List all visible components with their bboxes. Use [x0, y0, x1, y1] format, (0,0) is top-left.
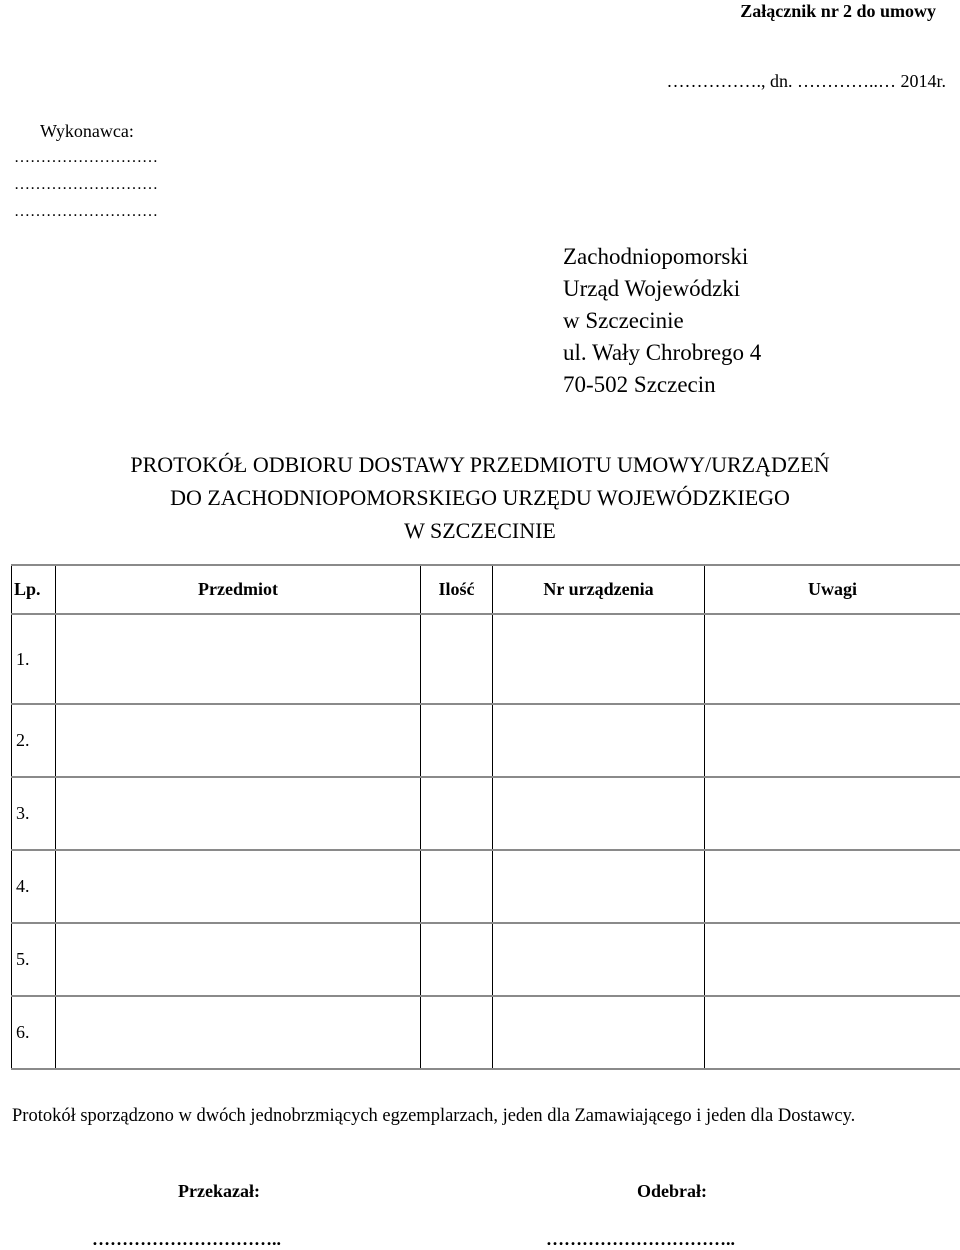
cell-item[interactable]	[56, 777, 421, 850]
cell-device-number[interactable]	[493, 850, 705, 923]
cell-quantity[interactable]	[421, 996, 493, 1069]
cell-lp: 3.	[12, 777, 56, 850]
table-row	[12, 704, 960, 777]
cell-lp: 6.	[12, 996, 56, 1069]
delivery-table	[11, 564, 960, 1070]
contractor-label: Wykonawca:	[40, 121, 134, 141]
recipient-address	[563, 241, 761, 401]
cell-notes[interactable]	[705, 777, 960, 850]
signature-line-received: …………………………..	[546, 1229, 735, 1249]
annex-label: Załącznik nr 2 do umowy	[740, 1, 936, 21]
cell-quantity[interactable]	[421, 704, 493, 777]
cell-device-number[interactable]	[493, 996, 705, 1069]
cell-item[interactable]	[56, 923, 421, 996]
cell-item[interactable]	[56, 850, 421, 923]
signature-line-handed-over: …………………………..	[92, 1229, 281, 1249]
table-row	[12, 923, 960, 996]
received-label: Odebrał:	[637, 1181, 707, 1201]
title-line: W SZCZECINIE	[404, 518, 556, 543]
cell-lp: 2.	[12, 704, 56, 777]
cell-device-number[interactable]	[493, 704, 705, 777]
cell-lp: 1.	[12, 614, 56, 704]
header-notes: Uwagi	[705, 565, 960, 614]
header-quantity: Ilość	[421, 565, 493, 614]
cell-device-number[interactable]	[493, 923, 705, 996]
recipient-line: ul. Wały Chrobrego 4	[563, 340, 762, 365]
title-line: PROTOKÓŁ ODBIORU DOSTAWY PRZEDMIOTU UMOWY/URZĄDZEŃ	[130, 452, 830, 477]
table-header-row	[12, 565, 960, 614]
cell-item[interactable]	[56, 996, 421, 1069]
contractor-line: ………………………	[14, 149, 158, 166]
cell-item[interactable]	[56, 704, 421, 777]
cell-notes[interactable]	[705, 704, 960, 777]
cell-device-number[interactable]	[493, 614, 705, 704]
table-row	[12, 777, 960, 850]
cell-quantity[interactable]	[421, 777, 493, 850]
handed-over-label: Przekazał:	[178, 1181, 260, 1201]
date-line: ……………., dn. …………..… 2014r.	[666, 71, 946, 91]
cell-notes[interactable]	[705, 614, 960, 704]
cell-item[interactable]	[56, 614, 421, 704]
header-item: Przedmiot	[56, 565, 421, 614]
cell-quantity[interactable]	[421, 923, 493, 996]
title-line: DO ZACHODNIOPOMORSKIEGO URZĘDU WOJEWÓDZKIEGO	[170, 485, 790, 510]
recipient-line: 70-502 Szczecin	[563, 372, 716, 397]
recipient-line: Urząd Wojewódzki	[563, 276, 741, 301]
cell-quantity[interactable]	[421, 614, 493, 704]
document-title	[0, 448, 960, 547]
cell-lp: 4.	[12, 850, 56, 923]
recipient-line: w Szczecinie	[563, 308, 684, 333]
contractor-fields	[14, 144, 158, 225]
protocol-note: Protokół sporządzono w dwóch jednobrzmiących egzemplarzach, jeden dla Zamawiającego i jeden dla Dostawcy.	[12, 1106, 856, 1126]
table-row	[12, 996, 960, 1069]
cell-notes[interactable]	[705, 923, 960, 996]
recipient-line: Zachodniopomorski	[563, 244, 749, 269]
header-device-number: Nr urządzenia	[493, 565, 705, 614]
contractor-line: ………………………	[14, 203, 158, 220]
cell-notes[interactable]	[705, 850, 960, 923]
cell-device-number[interactable]	[493, 777, 705, 850]
cell-lp: 5.	[12, 923, 56, 996]
contractor-line: ………………………	[14, 176, 158, 193]
table-row	[12, 850, 960, 923]
cell-quantity[interactable]	[421, 850, 493, 923]
header-lp: Lp.	[12, 565, 56, 614]
cell-notes[interactable]	[705, 996, 960, 1069]
table-row	[12, 614, 960, 704]
